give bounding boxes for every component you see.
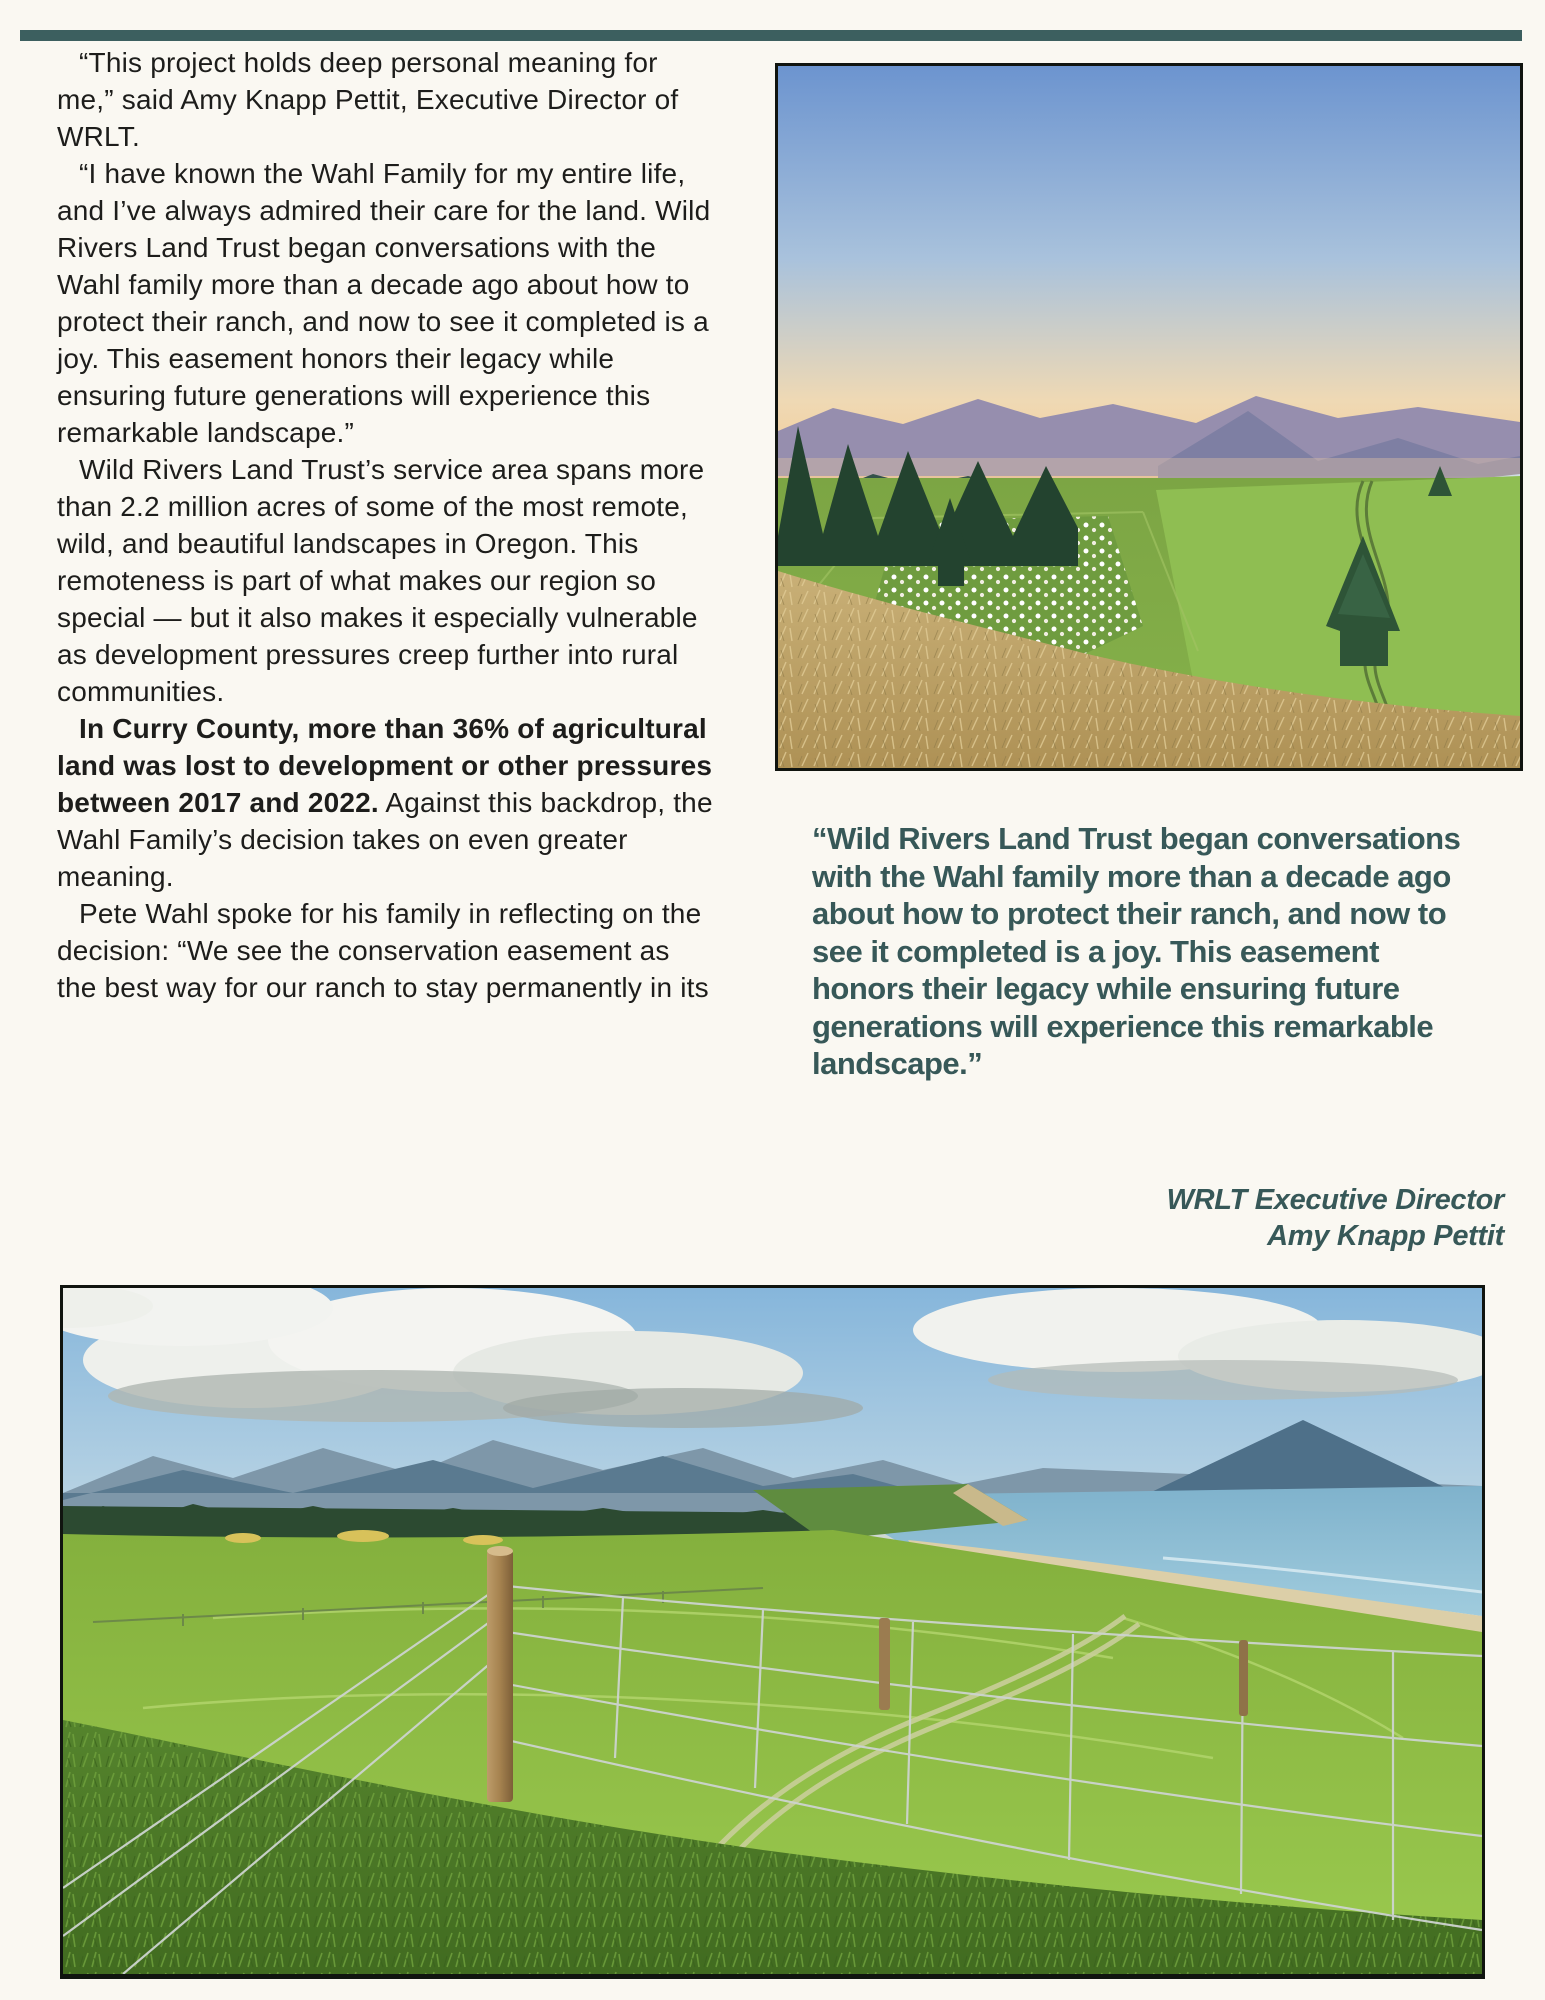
wooden-fence-post	[487, 1550, 513, 1802]
top-divider-bar	[20, 30, 1522, 41]
paragraph-text: Against this backdrop, the Wahl Family’s decision takes on even greater meaning.	[57, 787, 713, 892]
article-paragraph	[57, 895, 715, 1006]
attribution-name: Amy Knapp Pettit	[1267, 1220, 1504, 1252]
bold-statistic: In Curry County, more than 36% of agricultural land was lost to development or other pressures between 2017 and 2022.	[57, 713, 713, 818]
article-paragraph	[57, 451, 715, 710]
article-paragraph	[57, 710, 715, 895]
paragraph-text: Wild Rivers Land Trust’s service area spans more than 2.2 million acres of some of the most remote, wild, and beautiful landscapes in Oregon. This remoteness is part of what makes our region so special — but it also makes it especially vulnerable as development pressures creep further into rural communities.	[57, 454, 705, 707]
quote-attribution	[812, 1182, 1504, 1254]
coastal-ranch-fence-photo	[60, 1285, 1485, 1979]
sheep-pasture-sunset-photo	[775, 63, 1523, 771]
paragraph-text: “This project holds deep personal meaning for me,” said Amy Knapp Pettit, Executive Director of WRLT.	[57, 47, 679, 152]
paragraph-text: Pete Wahl spoke for his family in reflecting on the decision: “We see the conservation easement as the best way for our ranch to stay permanently in its	[57, 898, 709, 1003]
coastal-ranch-scene	[63, 1288, 1482, 1974]
attribution-role: WRLT Executive Director	[1166, 1184, 1504, 1216]
sunset-pasture-scene	[778, 66, 1520, 768]
pull-quote-text: “Wild Rivers Land Trust began conversations with the Wahl family more than a decade ago about how to protect their ranch, and now to see it completed is a joy. This easement honors their legacy while ensuring future generations will experience this remarkable landscape.”	[812, 821, 1461, 1081]
article-text-column	[57, 44, 715, 1006]
pull-quote	[812, 820, 1472, 1083]
article-paragraph	[57, 44, 715, 155]
article-paragraph	[57, 155, 715, 451]
paragraph-text: “I have known the Wahl Family for my entire life, and I’ve always admired their care for the land. Wild Rivers Land Trust began conversations with the Wahl family more than a decade ago about how to protect their ranch, and now to see it completed is a joy. This easement honors their legacy while ensuring future generations will experience this remarkable landscape.”	[57, 158, 711, 448]
